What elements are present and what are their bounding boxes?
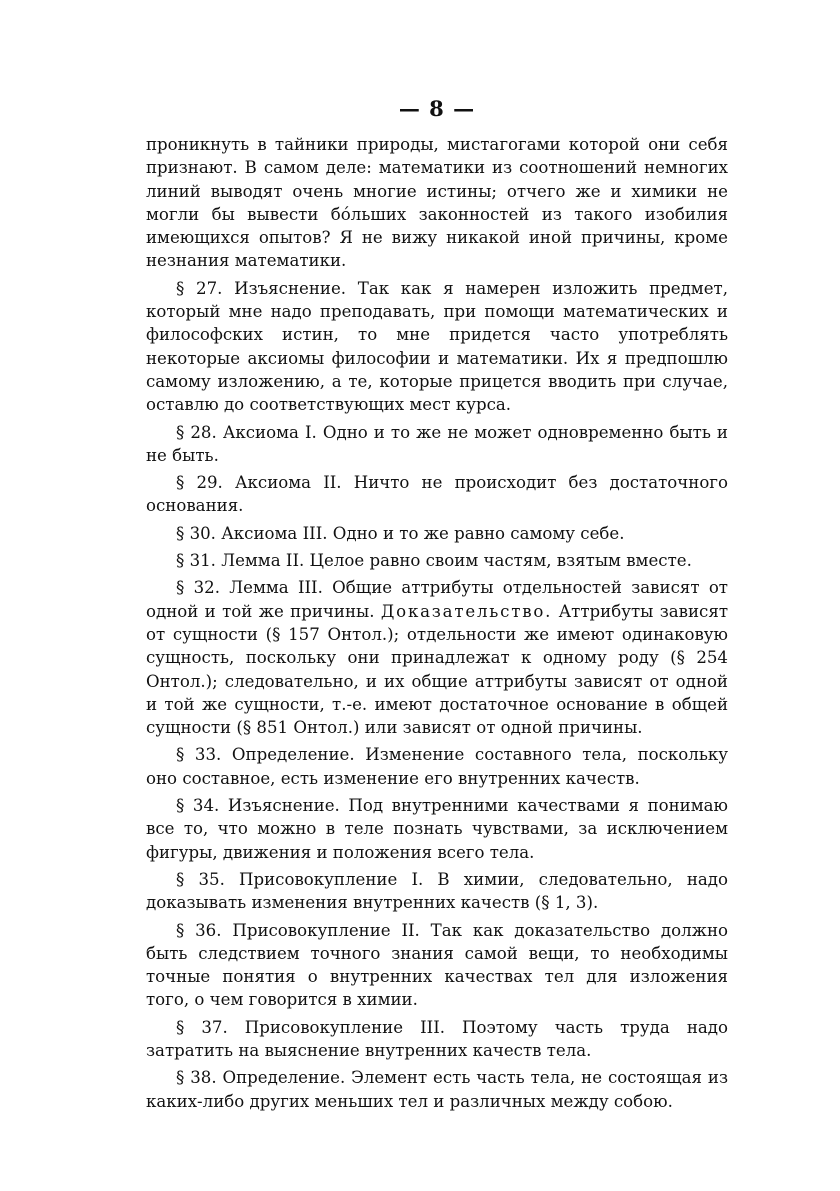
book-page	[146, 96, 728, 1117]
paragraph-32	[146, 576, 728, 739]
paragraph-37: § 37. Присовокупление III. Поэтому часть труда надо затратить на выяснение внутренних качеств тела.	[146, 1017, 728, 1060]
paragraph-33: § 33. Определение. Изменение составного тела, поскольку оно составное, есть изменение его внутренних качеств.	[146, 745, 728, 788]
paragraph-30: § 30. Аксиома III. Одно и то же равно самому себе.	[176, 523, 625, 543]
paragraph-27: § 27. Изъяснение. Так как я намерен изложить предмет, который мне надо преподавать, при помощи математических и философских истин, то мне придется часто употреблять некоторые аксиомы философии и математики. Их я предпошлю самому изложению, а те, которые прицется вводить при случае, оставлю до соответствующих мест курса.	[146, 278, 728, 415]
paragraph-continuation: проникнуть в тайники природы, мистагогами которой они себя признают. В самом деле: математики из соотношений немногих линий выводят очень многие истины; отчего же и химики не могли бы вывести бóльших законностей из такого изобилия имеющихся опытов? Я не вижу никакой иной причины, кроме незнания математики.	[146, 135, 728, 271]
paragraph-38: § 38. Определение. Элемент есть часть тела, не состоящая из каких-либо других меньших тел и различных между собою.	[146, 1068, 728, 1111]
paragraph-32-lead: § 32. Лемма III. Общие аттрибуты отдельностей зависят от одной и той же причины.	[146, 578, 728, 621]
paragraph-34: § 34. Изъяснение. Под внутренними качествами я понимаю все то, что можно в теле познать чувствами, за исключением фигуры, движения и положения всего тела.	[146, 796, 728, 862]
paragraph-32-rest: Аттрибуты зависят от сущности (§ 157 Онтол.); отдельности же имеют одинаковую сущность, поскольку они принадлежат к одному роду (§ 254 Онтол.); следовательно, и их общие аттрибуты зависят от одной и той же сущности, т.-е. имеют достаточное основание в общей сущности (§ 851 Онтол.) или зависят от одной причины.	[146, 601, 728, 738]
paragraph-29: § 29. Аксиома II. Ничто не происходит без достаточного основания.	[146, 473, 728, 516]
paragraph-35: § 35. Присовокупление I. В химии, следовательно, надо доказывать изменения внутренних качеств (§ 1, 3).	[146, 869, 728, 913]
page-number: — 8 —	[398, 96, 476, 121]
paragraph-31: § 31. Лемма II. Целое равно своим частям, взятым вместе.	[176, 551, 692, 571]
paragraph-36: § 36. Присовокупление II. Так как доказательство должно быть следствием точного знания самой вещи, то необходимы точные понятия о внутренних качествах тел для изложения того, о чем говорится в химии.	[146, 920, 728, 1010]
paragraph-28: § 28. Аксиома I. Одно и то же не может одновременно быть и не быть.	[146, 422, 728, 465]
proof-heading: Доказательство.	[380, 601, 553, 621]
